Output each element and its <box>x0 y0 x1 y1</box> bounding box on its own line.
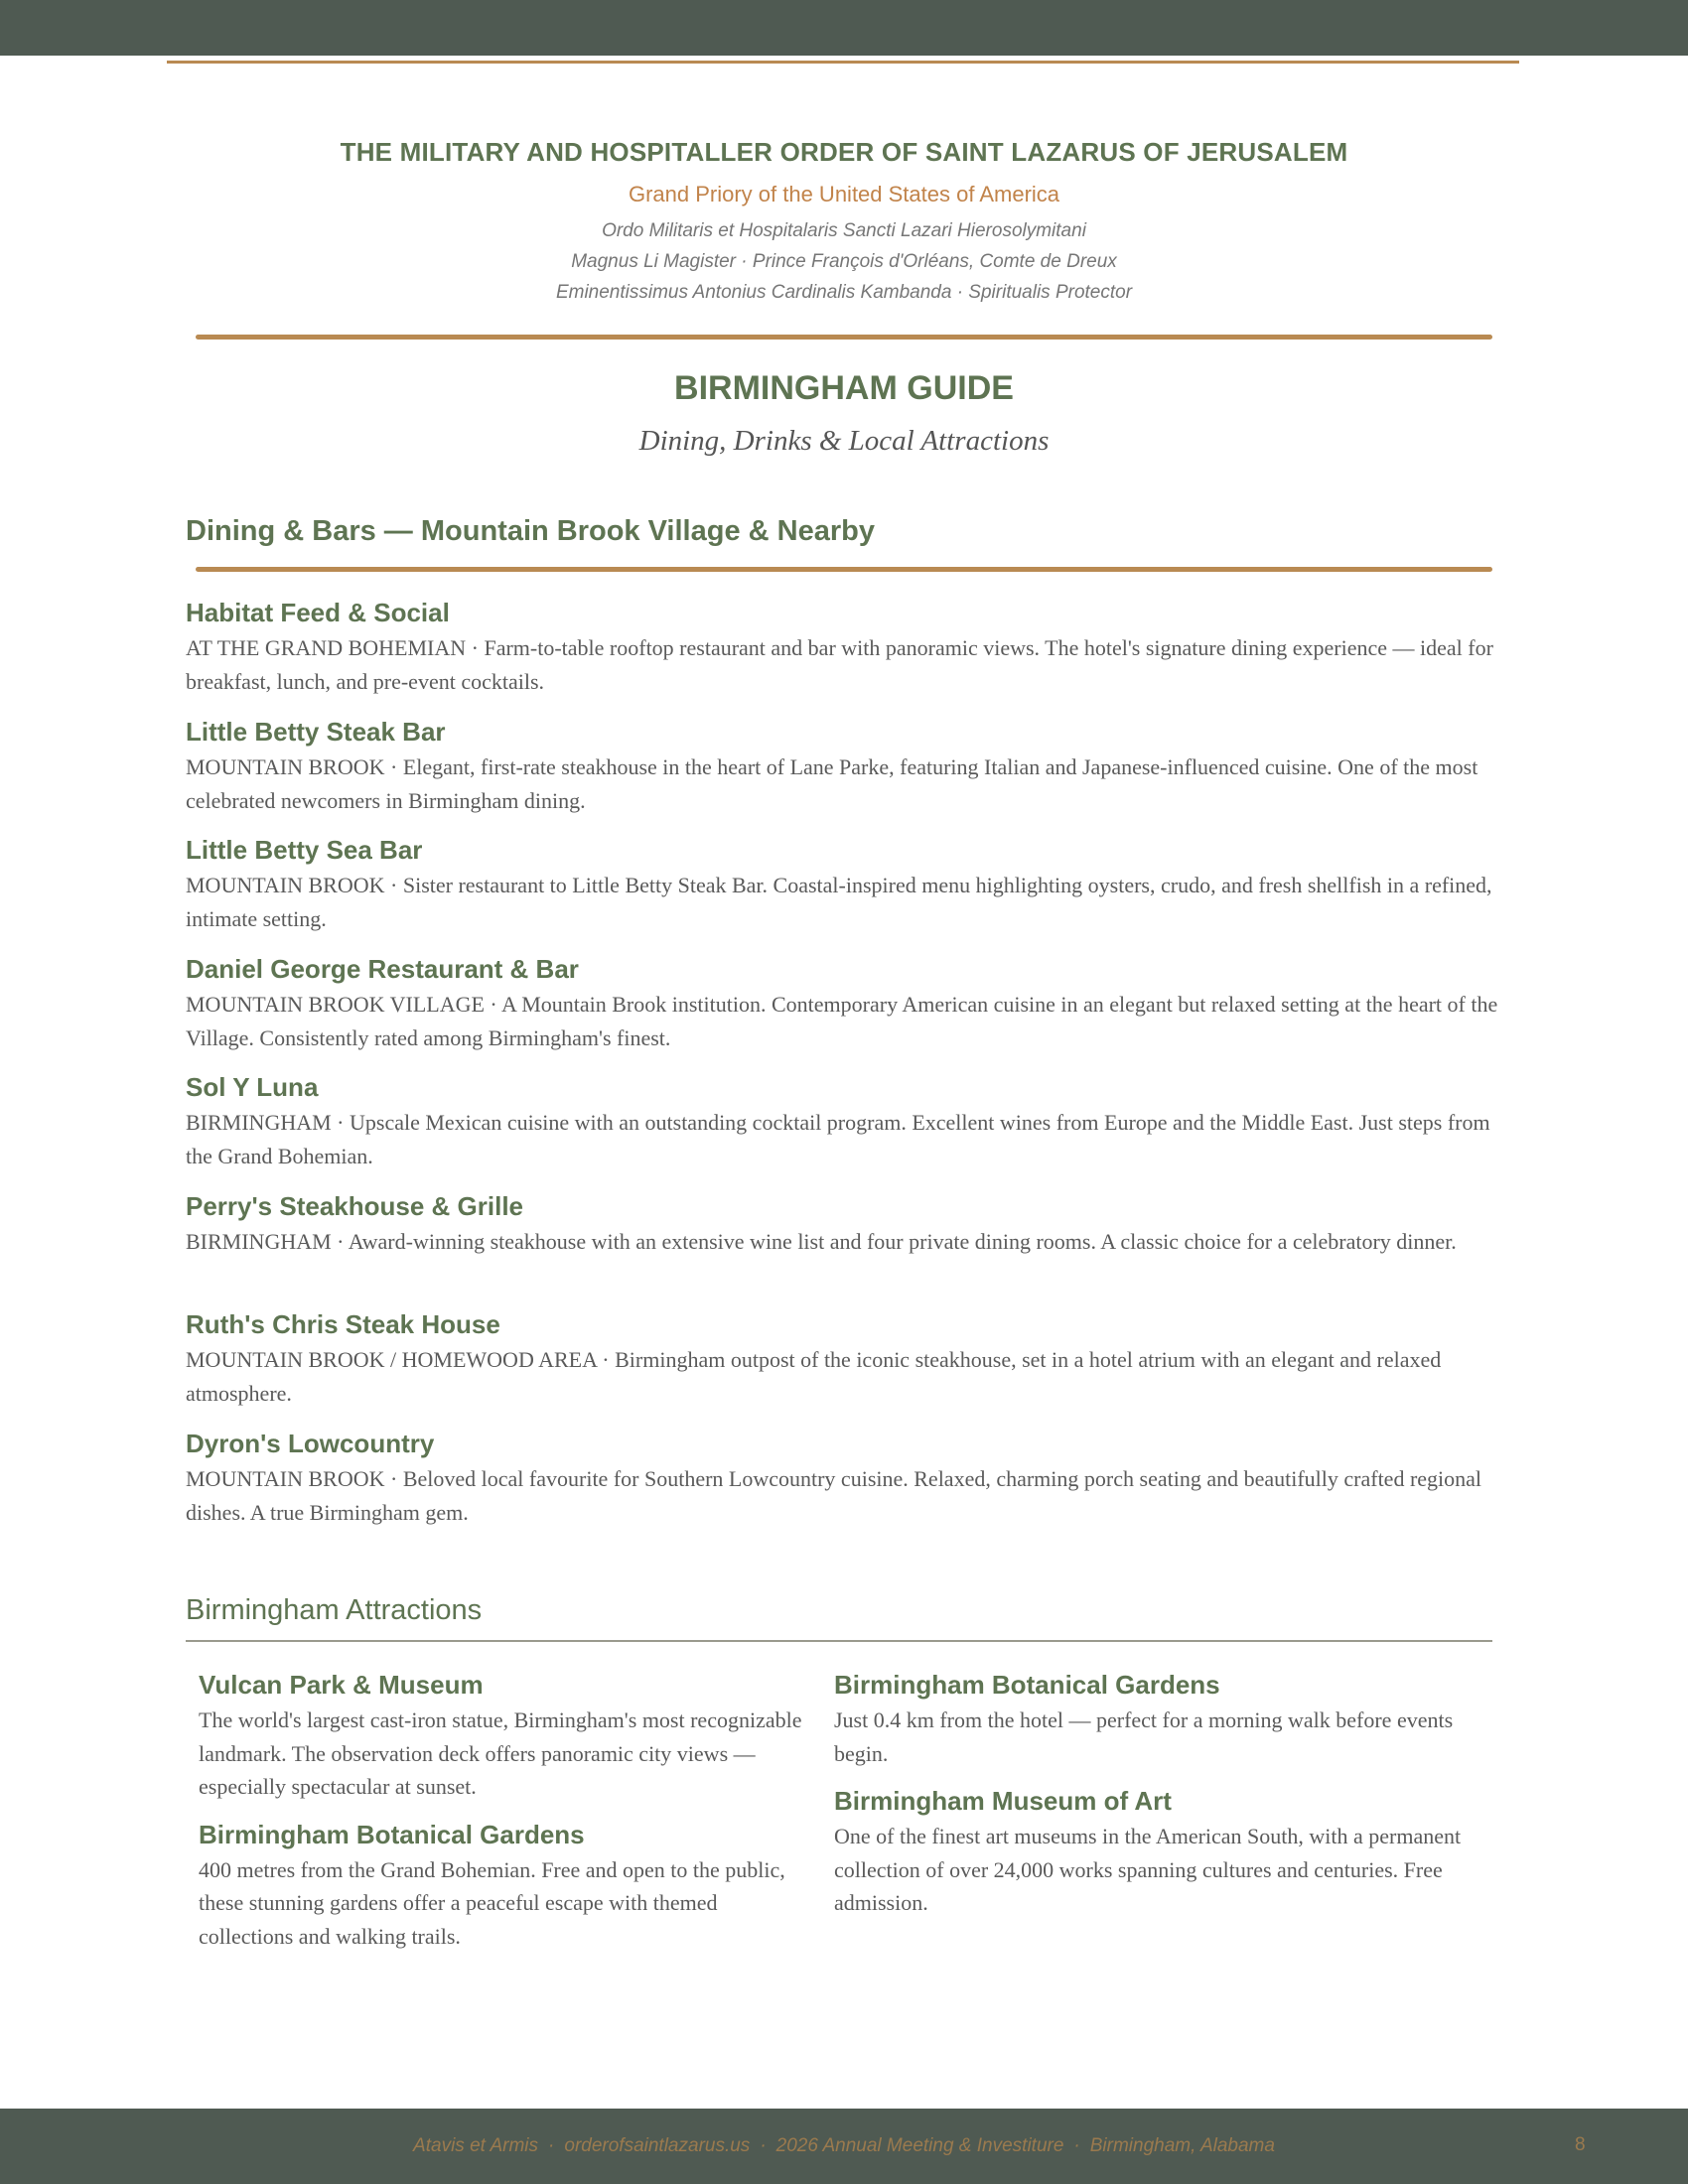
footer-separator: · <box>548 2135 555 2156</box>
dining-item <box>186 1070 1506 1189</box>
dining-item <box>186 1307 1506 1427</box>
footer-bar <box>0 2109 1688 2184</box>
footer-event: 2026 Annual Meeting & Investiture <box>775 2135 1064 2156</box>
dining-item-name: Little Betty Sea Bar <box>186 835 423 865</box>
dining-item-name: Sol Y Luna <box>186 1072 319 1102</box>
dining-list <box>186 596 1506 1545</box>
dining-item-name: Dyron's Lowcountry <box>186 1428 435 1458</box>
dining-section-heading: Dining & Bars — Mountain Brook Village & Nearby <box>186 515 875 547</box>
dining-item-description: MOUNTAIN BROOK · Elegant, first-rate steakhouse in the heart of Lane Parke, featuring Italian and Japanese-influenced cuisine. One of the most celebrated newcomers in Birmingham dining. <box>186 753 1478 813</box>
attraction-name: Birmingham Botanical Gardens <box>834 1670 1220 1700</box>
dining-item-description: BIRMINGHAM · Upscale Mexican cuisine with an outstanding cocktail program. Excellent wines from Europe and the Middle East. Just steps from the Grand Bohemian. <box>186 1110 1490 1168</box>
attraction-description: 400 metres from the Grand Bohemian. Free and open to the public, these stunning gardens offer a peaceful escape with themed collections and walking trails. <box>199 1856 785 1949</box>
attraction-item <box>834 1668 1479 1770</box>
page-number: 8 <box>1575 2134 1586 2155</box>
order-title: THE MILITARY AND HOSPITALLER ORDER OF SAINT LAZARUS OF JERUSALEM <box>340 137 1348 167</box>
page-subtitle: Dining, Drinks & Local Attractions <box>638 425 1050 457</box>
latin-line-3: Eminentissimus Antonius Cardinalis Kambanda · Spiritualis Protector <box>555 282 1133 303</box>
dining-item-name: Habitat Feed & Social <box>186 598 450 627</box>
header-divider <box>196 335 1492 340</box>
footer-motto: Atavis et Armis <box>413 2135 539 2156</box>
latin-line-1: Ordo Militaris et Hospitalaris Sancti Lazari Hierosolymitani <box>602 220 1086 241</box>
dining-item-description: MOUNTAIN BROOK VILLAGE · A Mountain Brook institution. Contemporary American cuisine in an elegant but relaxed setting at the heart of the Village. Consistently rated among Birmingham's finest. <box>186 991 1498 1050</box>
dining-item <box>186 1427 1506 1546</box>
attractions-section-heading: Birmingham Attractions <box>186 1594 483 1626</box>
footer-text <box>0 2135 1688 2157</box>
dining-item-description: BIRMINGHAM · Award-winning steakhouse with an extensive wine list and four private dining rooms. A classic choice for a celebratory dinner. <box>186 1228 1457 1254</box>
attractions-divider <box>186 1640 1492 1642</box>
attraction-description: Just 0.4 km from the hotel — perfect for a morning walk before events begin. <box>834 1707 1454 1766</box>
top-divider <box>167 61 1519 64</box>
top-banner <box>0 0 1688 56</box>
dining-item-name: Perry's Steakhouse & Grille <box>186 1190 524 1221</box>
dining-item-description: MOUNTAIN BROOK · Sister restaurant to Little Betty Steak Bar. Coastal-inspired menu highlighting oysters, crudo, and fresh shellfish in a refined, intimate setting. <box>186 873 1492 931</box>
footer-separator: · <box>760 2135 767 2156</box>
attractions-left-column <box>199 1668 814 1967</box>
dining-item <box>186 596 1506 715</box>
dining-item <box>186 952 1506 1071</box>
attraction-item <box>199 1668 814 1804</box>
dining-item-name: Ruth's Chris Steak House <box>186 1309 500 1339</box>
footer-location: Birmingham, Alabama <box>1089 2135 1275 2156</box>
dining-item-description: AT THE GRAND BOHEMIAN · Farm-to-table rooftop restaurant and bar with panoramic views. The hotel's signature dining experience — ideal for breakfast, lunch, and pre-event cocktails. <box>186 635 1493 694</box>
page-title: BIRMINGHAM GUIDE <box>674 369 1014 407</box>
attraction-description: The world's largest cast-iron statue, Birmingham's most recognizable landmark. The observation deck offers panoramic city views — especially spectacular at sunset. <box>199 1707 802 1799</box>
attraction-name: Vulcan Park & Museum <box>199 1670 484 1700</box>
attraction-description: One of the finest art museums in the American South, with a permanent collection of over 24,000 works spanning cultures and centuries. Free admission. <box>834 1824 1462 1915</box>
attractions-right-column <box>834 1668 1479 1934</box>
priory-line: Grand Priory of the United States of America <box>628 182 1060 206</box>
dining-item <box>186 833 1506 952</box>
dining-item-name: Little Betty Steak Bar <box>186 716 446 747</box>
dining-item-name: Daniel George Restaurant & Bar <box>186 953 579 984</box>
footer-separator: · <box>1073 2135 1080 2156</box>
dining-item-description: MOUNTAIN BROOK · Beloved local favourite for Southern Lowcountry cuisine. Relaxed, charming porch seating and beautifully crafted regional dishes. A true Birmingham gem. <box>186 1465 1482 1525</box>
attraction-item <box>834 1784 1479 1920</box>
attraction-item <box>199 1818 814 1954</box>
dining-item-description: MOUNTAIN BROOK / HOMEWOOD AREA · Birmingham outpost of the iconic steakhouse, set in a hotel atrium with an elegant and relaxed atmosphere. <box>186 1347 1442 1406</box>
latin-line-2: Magnus Li Magister · Prince François d'Orléans, Comte de Dreux <box>571 251 1117 272</box>
letterhead <box>0 137 1688 308</box>
attraction-name: Birmingham Botanical Gardens <box>199 1819 585 1849</box>
dining-divider <box>196 567 1492 572</box>
dining-item <box>186 715 1506 834</box>
dining-item <box>186 1189 1506 1308</box>
footer-website-link[interactable]: orderofsaintlazarus.us <box>564 2135 751 2156</box>
attraction-name: Birmingham Museum of Art <box>834 1786 1172 1816</box>
